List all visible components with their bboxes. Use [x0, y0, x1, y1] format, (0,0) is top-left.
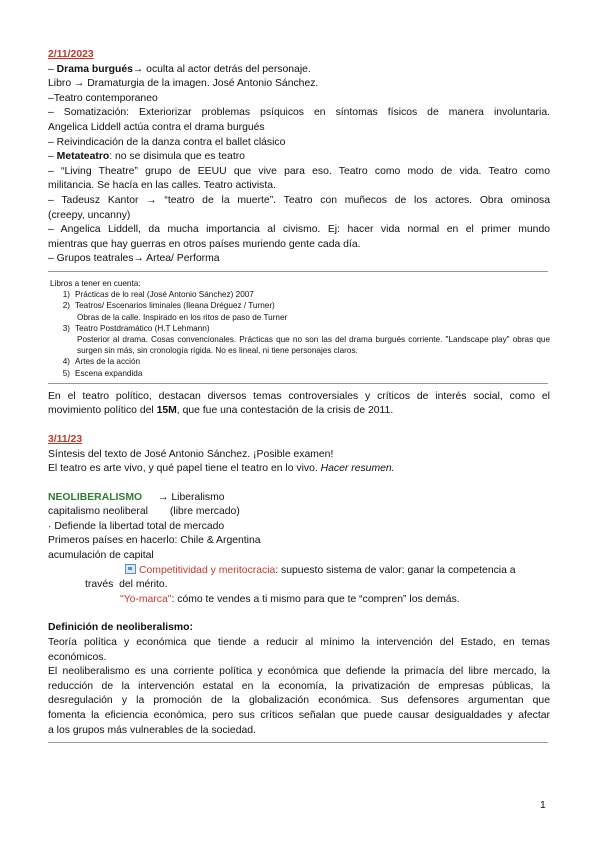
divider	[48, 742, 548, 743]
book-title: Teatros/ Escenarios liminales (Ileana Dréguez / Turner)	[75, 301, 275, 311]
living-theatre-line-2: militancia. Se hacía en las calles. Teatro activista.	[48, 180, 276, 192]
book-item	[50, 368, 550, 379]
15m-term: 15M	[156, 405, 177, 417]
neoliberalismo-heading-line	[48, 491, 550, 506]
competitividad-line-2: través del mérito.	[85, 579, 168, 591]
definicion-p1-2: económicos.	[48, 651, 107, 663]
book-title: Artes de la acción	[75, 357, 141, 367]
competitividad-line	[48, 564, 550, 579]
definicion-heading: Definición de neoliberalismo:	[48, 622, 193, 634]
text: : supuesto sistema de valor: ganar la competencia a	[275, 564, 516, 576]
divider	[48, 271, 548, 272]
political-line-2	[48, 404, 550, 419]
defiende-line: · Defiende la libertad total de mercado	[48, 520, 225, 532]
competitividad-term: Competitividad y meritocracia	[139, 564, 276, 576]
sintesis-line: Síntesis del texto de José Antonio Sánchez. ¡Posible examen!	[48, 448, 334, 460]
book-number: 5)	[62, 368, 70, 378]
arte-vivo-line	[48, 462, 550, 477]
document-page	[48, 48, 550, 749]
book-number: 2)	[62, 301, 70, 311]
book-number: 1)	[62, 290, 70, 300]
text: capitalismo neoliberal	[48, 506, 148, 518]
yo-marca-term: "Yo-marca"	[120, 593, 172, 605]
drama-burgues-desc: → oculta al actor detrás del personaje.	[132, 63, 311, 75]
books-title: Libros a tener en cuenta:	[50, 278, 141, 288]
liddell-line-2: mientras que hay guerras en otros países muriendo gente cada día.	[48, 238, 361, 250]
teatro-contemporaneo-line: –Teatro contemporaneo	[48, 92, 158, 104]
acumulacion-line: acumulación de capital	[48, 550, 154, 562]
book-note: Posterior al drama. Cosas convencionales. Prácticas que no son las del drama burgués corriente. "Landscape play" obras que surgen sin más, sin cronología rígida. No es lineal, ni tiene personajes claros.	[77, 334, 550, 356]
reivindicacion-line: – Reivindicación de la danza contra el ballet clásico	[48, 136, 286, 148]
metateatro-desc: : no se disimula que es teatro	[109, 151, 245, 163]
date-heading-1: 2/11/2023	[48, 49, 94, 60]
book-title: Teatro Postdramático (H.T Lehmann)	[75, 323, 210, 333]
metateatro-term: Metateatro	[56, 151, 110, 163]
books-list	[48, 278, 550, 379]
text: movimiento político del	[48, 405, 157, 417]
definicion-p2-4: fomenta la eficiencia económica, pero sus críticos señalan que puede causar desigualdades y afectar	[48, 710, 550, 722]
primeros-line: Primeros países en hacerlo: Chile & Argentina	[48, 535, 261, 547]
dash: –	[48, 63, 57, 75]
neoliberalismo-heading: NEOLIBERALISMO	[48, 491, 143, 503]
living-theatre-line-1: – “Living Theatre” grupo de EEUU que vive para eso. Teatro como modo de vida. Teatro como	[48, 165, 550, 177]
drama-burgues-line	[48, 63, 550, 78]
dash: –	[48, 151, 57, 163]
kantor-line-1: – Tadeusz Kantor → “teatro de la muerte”. Teatro con muñecos de los actores. Obra ominosa	[48, 194, 550, 206]
political-line-1: En el teatro político, destacan diversos temas controversiales y críticos de interés social, como el	[48, 390, 550, 402]
divider	[48, 383, 548, 384]
text: El teatro es arte vivo, y qué papel tiene el teatro en lo vivo.	[48, 463, 321, 475]
book-item	[50, 289, 550, 300]
text: : cómo te vendes a ti mismo para que te “compren” los demás.	[171, 593, 460, 605]
book-item	[50, 300, 550, 311]
somatizacion-line-2: Angelica Liddell actúa contra el drama burgués	[48, 121, 265, 133]
grupos-teatrales-line: – Grupos teatrales→ Artea/ Performa	[48, 253, 220, 265]
drama-burgues-term: Drama burgués	[56, 63, 133, 75]
liberalismo-arrow: → Liberalismo	[158, 491, 225, 503]
date-heading-2: 3/11/23	[48, 433, 83, 445]
text: , que fue una contestación de la crisis de 2011.	[176, 405, 394, 417]
definicion-p2-1: El neoliberalismo es una corriente política y económica que defiende la primacía del libre mercado, la	[48, 666, 550, 678]
metateatro-line	[48, 150, 550, 165]
definicion-p2-5: a los grupos más vulnerables de la sociedad.	[48, 724, 256, 736]
definicion-p2-3: desregulación y la promoción de la globalización económica. Sus defensores argumentan que	[48, 695, 550, 707]
book-number: 3)	[62, 323, 70, 333]
yo-marca-line	[48, 593, 550, 608]
page-number: 1	[540, 800, 546, 811]
libro-line: Libro → Dramaturgia de la imagen. José Antonio Sánchez.	[48, 78, 319, 90]
book-title: Prácticas de lo real (José Antonio Sánchez) 2007	[75, 290, 254, 300]
definicion-p2-2: reducción de la intervención estatal en la economía, la privatización de empresas públicas, la	[48, 680, 550, 692]
somatizacion-line-1: – Somatización: Exteriorizar problemas psíquicos en síntomas físicos de manera involuntaria.	[48, 107, 550, 119]
definicion-p1-1: Teoría política y económica que tiende a reducir al mínimo la intervención del Estado, en temas	[48, 637, 550, 649]
image-icon	[125, 564, 136, 574]
hacer-resumen: Hacer resumen.	[320, 463, 395, 475]
book-item	[50, 323, 550, 334]
book-title: Escena expandida	[75, 368, 143, 378]
book-item	[50, 356, 550, 367]
capitalismo-line	[48, 505, 550, 520]
book-note: Obras de la calle. Inspirado en los ritos de paso de Turner	[77, 312, 288, 322]
liddell-line-1: – Angelica Liddell, da mucha importancia al civismo. Ej: hacer vida normal en el primer mundo	[48, 224, 550, 236]
book-number: 4)	[62, 357, 70, 367]
kantor-line-2: (creepy, uncanny)	[48, 209, 131, 221]
text: (libre mercado)	[169, 506, 240, 518]
